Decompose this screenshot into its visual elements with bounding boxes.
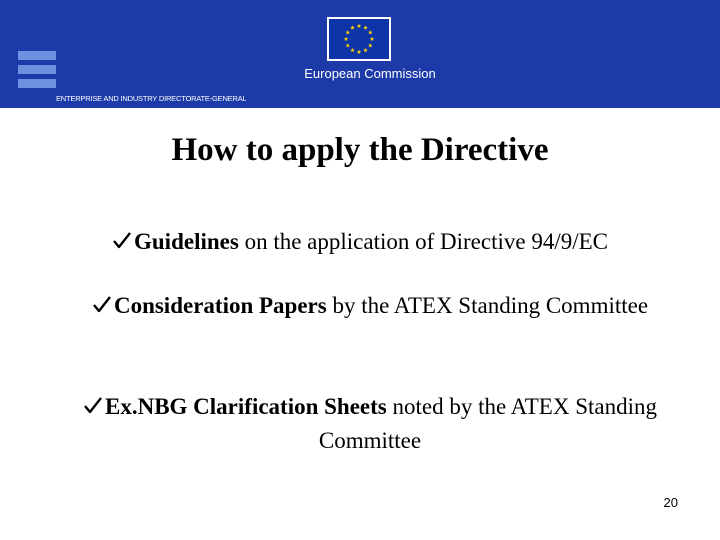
bullet-bold-text: Ex.NBG Clarification Sheets xyxy=(105,394,387,419)
decorative-bar xyxy=(18,65,56,74)
decorative-bar xyxy=(18,51,56,60)
checkmark-icon xyxy=(112,230,132,250)
bullet-item xyxy=(40,225,680,259)
bullet-item xyxy=(60,289,680,323)
bullet-text: by the ATEX Standing Committee xyxy=(326,293,649,318)
page-number: 20 xyxy=(663,495,678,510)
checkmark-icon xyxy=(92,294,112,314)
eu-flag-icon xyxy=(327,17,391,61)
bullet-bold-text: Consideration Papers xyxy=(113,293,327,318)
header-banner xyxy=(0,0,720,108)
checkmark-icon xyxy=(83,395,103,415)
bullet-text: noted by the ATEX Standing Committee xyxy=(318,394,657,453)
directorate-label: ENTERPRISE AND INDUSTRY DIRECTORATE-GENERAL xyxy=(56,94,247,103)
bullet-item xyxy=(60,390,680,458)
bullet-text: on the application of Directive 94/9/EC xyxy=(238,229,608,254)
decorative-bar xyxy=(18,79,56,88)
bullet-bold-text: Guidelines xyxy=(134,229,239,254)
slide-title: How to apply the Directive xyxy=(171,132,549,168)
commission-label: European Commission xyxy=(304,66,436,81)
